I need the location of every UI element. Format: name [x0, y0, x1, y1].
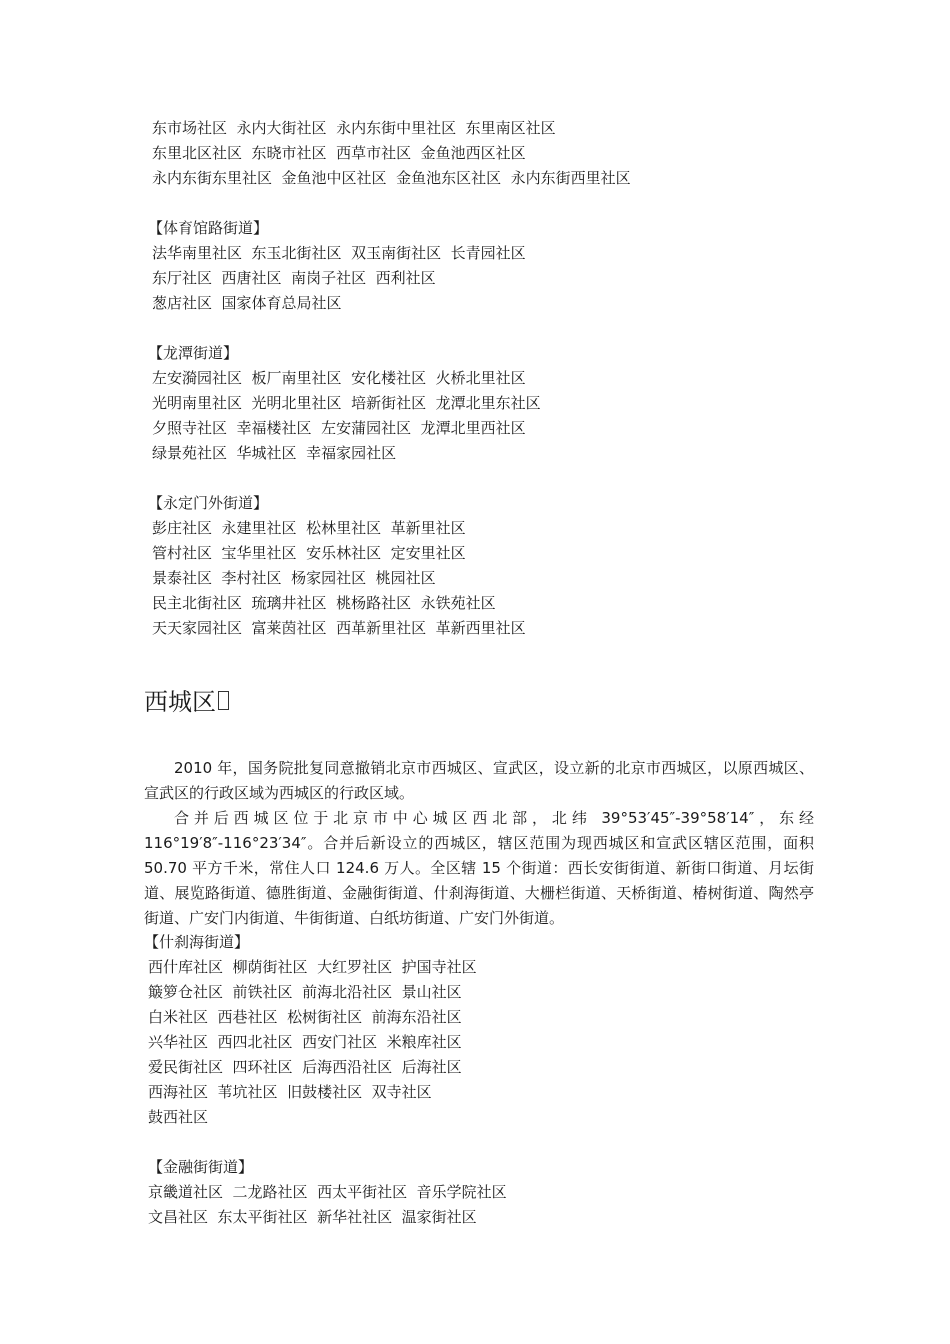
section-title-xicheng — [144, 684, 229, 720]
community-line: 东市场社区 永内大街社区 永内东街中里社区 东里南区社区 — [152, 119, 556, 137]
community-line: 天天家园社区 富莱茵社区 西革新里社区 革新西里社区 — [152, 619, 526, 637]
community-line: 鼓西社区 — [148, 1108, 209, 1126]
community-line: 彭庄社区 永建里社区 松林里社区 革新里社区 — [152, 519, 466, 537]
street-heading-shichahai: 【什刹海街道】 — [144, 933, 250, 951]
community-line: 夕照寺社区 幸福楼社区 左安蒲园社区 龙潭北里西社区 — [152, 419, 526, 437]
community-line: 景泰社区 李村社区 杨家园社区 桃园社区 — [152, 569, 436, 587]
community-line: 法华南里社区 东玉北街社区 双玉南街社区 长青园社区 — [152, 244, 526, 262]
community-line: 东厅社区 西唐社区 南岗子社区 西利社区 — [152, 269, 436, 287]
section-title-text: 西城区 — [144, 688, 216, 716]
community-line: 西什库社区 柳荫街社区 大红罗社区 护国寺社区 — [148, 958, 477, 976]
street-heading-yongdingmenwai: 【永定门外街道】 — [148, 494, 269, 512]
community-line: 葱店社区 国家体育总局社区 — [152, 294, 342, 312]
street-heading-tiyuguanlu: 【体育馆路街道】 — [148, 219, 269, 237]
paragraph-details: 合并后西城区位于北京市中心城区西北部，北纬 39°53′45″-39°58′14″，东经 116°19′8″-116°23′34″。合并后新设立的西城区，辖区范围为现西城区和宣武区辖区范围，面积 50.70 平方千米，常住人口 124.6 万人。全区辖 15 个街道：西长安街街道、新街口街道、月坛街道、展览路街道、德胜街道、金融街街道、什刹海街道、大栅栏街道、天桥街道、椿树街道、陶然亭街道、广安门内街道、牛街街道、白纸坊街道、广安门外街道。 — [144, 809, 814, 927]
community-line: 簸箩仓社区 前铁社区 前海北沿社区 景山社区 — [148, 983, 462, 1001]
community-line: 白米社区 西巷社区 松树街社区 前海东沿社区 — [148, 1008, 462, 1026]
community-line: 永内东街东里社区 金鱼池中区社区 金鱼池东区社区 永内东街西里社区 — [152, 169, 631, 187]
paragraph-intro: 2010 年，国务院批复同意撤销北京市西城区、宣武区，设立新的北京市西城区，以原西城区、宣武区的行政区域为西城区的行政区域。 — [144, 759, 814, 802]
community-line: 爱民街社区 四环社区 后海西沿社区 后海社区 — [148, 1058, 462, 1076]
street-heading-longtan: 【龙潭街道】 — [148, 344, 239, 362]
community-line: 京畿道社区 二龙路社区 西太平街社区 音乐学院社区 — [148, 1183, 507, 1201]
community-line: 东里北区社区 东晓市社区 西草市社区 金鱼池西区社区 — [152, 144, 526, 162]
street-heading-jinrongjie: 【金融街街道】 — [148, 1158, 254, 1176]
community-line: 兴华社区 西四北社区 西安门社区 米粮库社区 — [148, 1033, 462, 1051]
community-line: 文昌社区 东太平街社区 新华社社区 温家街社区 — [148, 1208, 477, 1226]
community-line: 管村社区 宝华里社区 安乐林社区 定安里社区 — [152, 544, 466, 562]
community-line: 民主北街社区 琉璃井社区 桃杨路社区 永铁苑社区 — [152, 594, 496, 612]
community-line: 西海社区 苇坑社区 旧鼓楼社区 双寺社区 — [148, 1083, 432, 1101]
community-line: 左安漪园社区 板厂南里社区 安化楼社区 火桥北里社区 — [152, 369, 526, 387]
community-line: 绿景苑社区 华城社区 幸福家园社区 — [152, 444, 397, 462]
missing-glyph-icon — [218, 691, 229, 710]
community-line: 光明南里社区 光明北里社区 培新街社区 龙潭北里东社区 — [152, 394, 541, 412]
